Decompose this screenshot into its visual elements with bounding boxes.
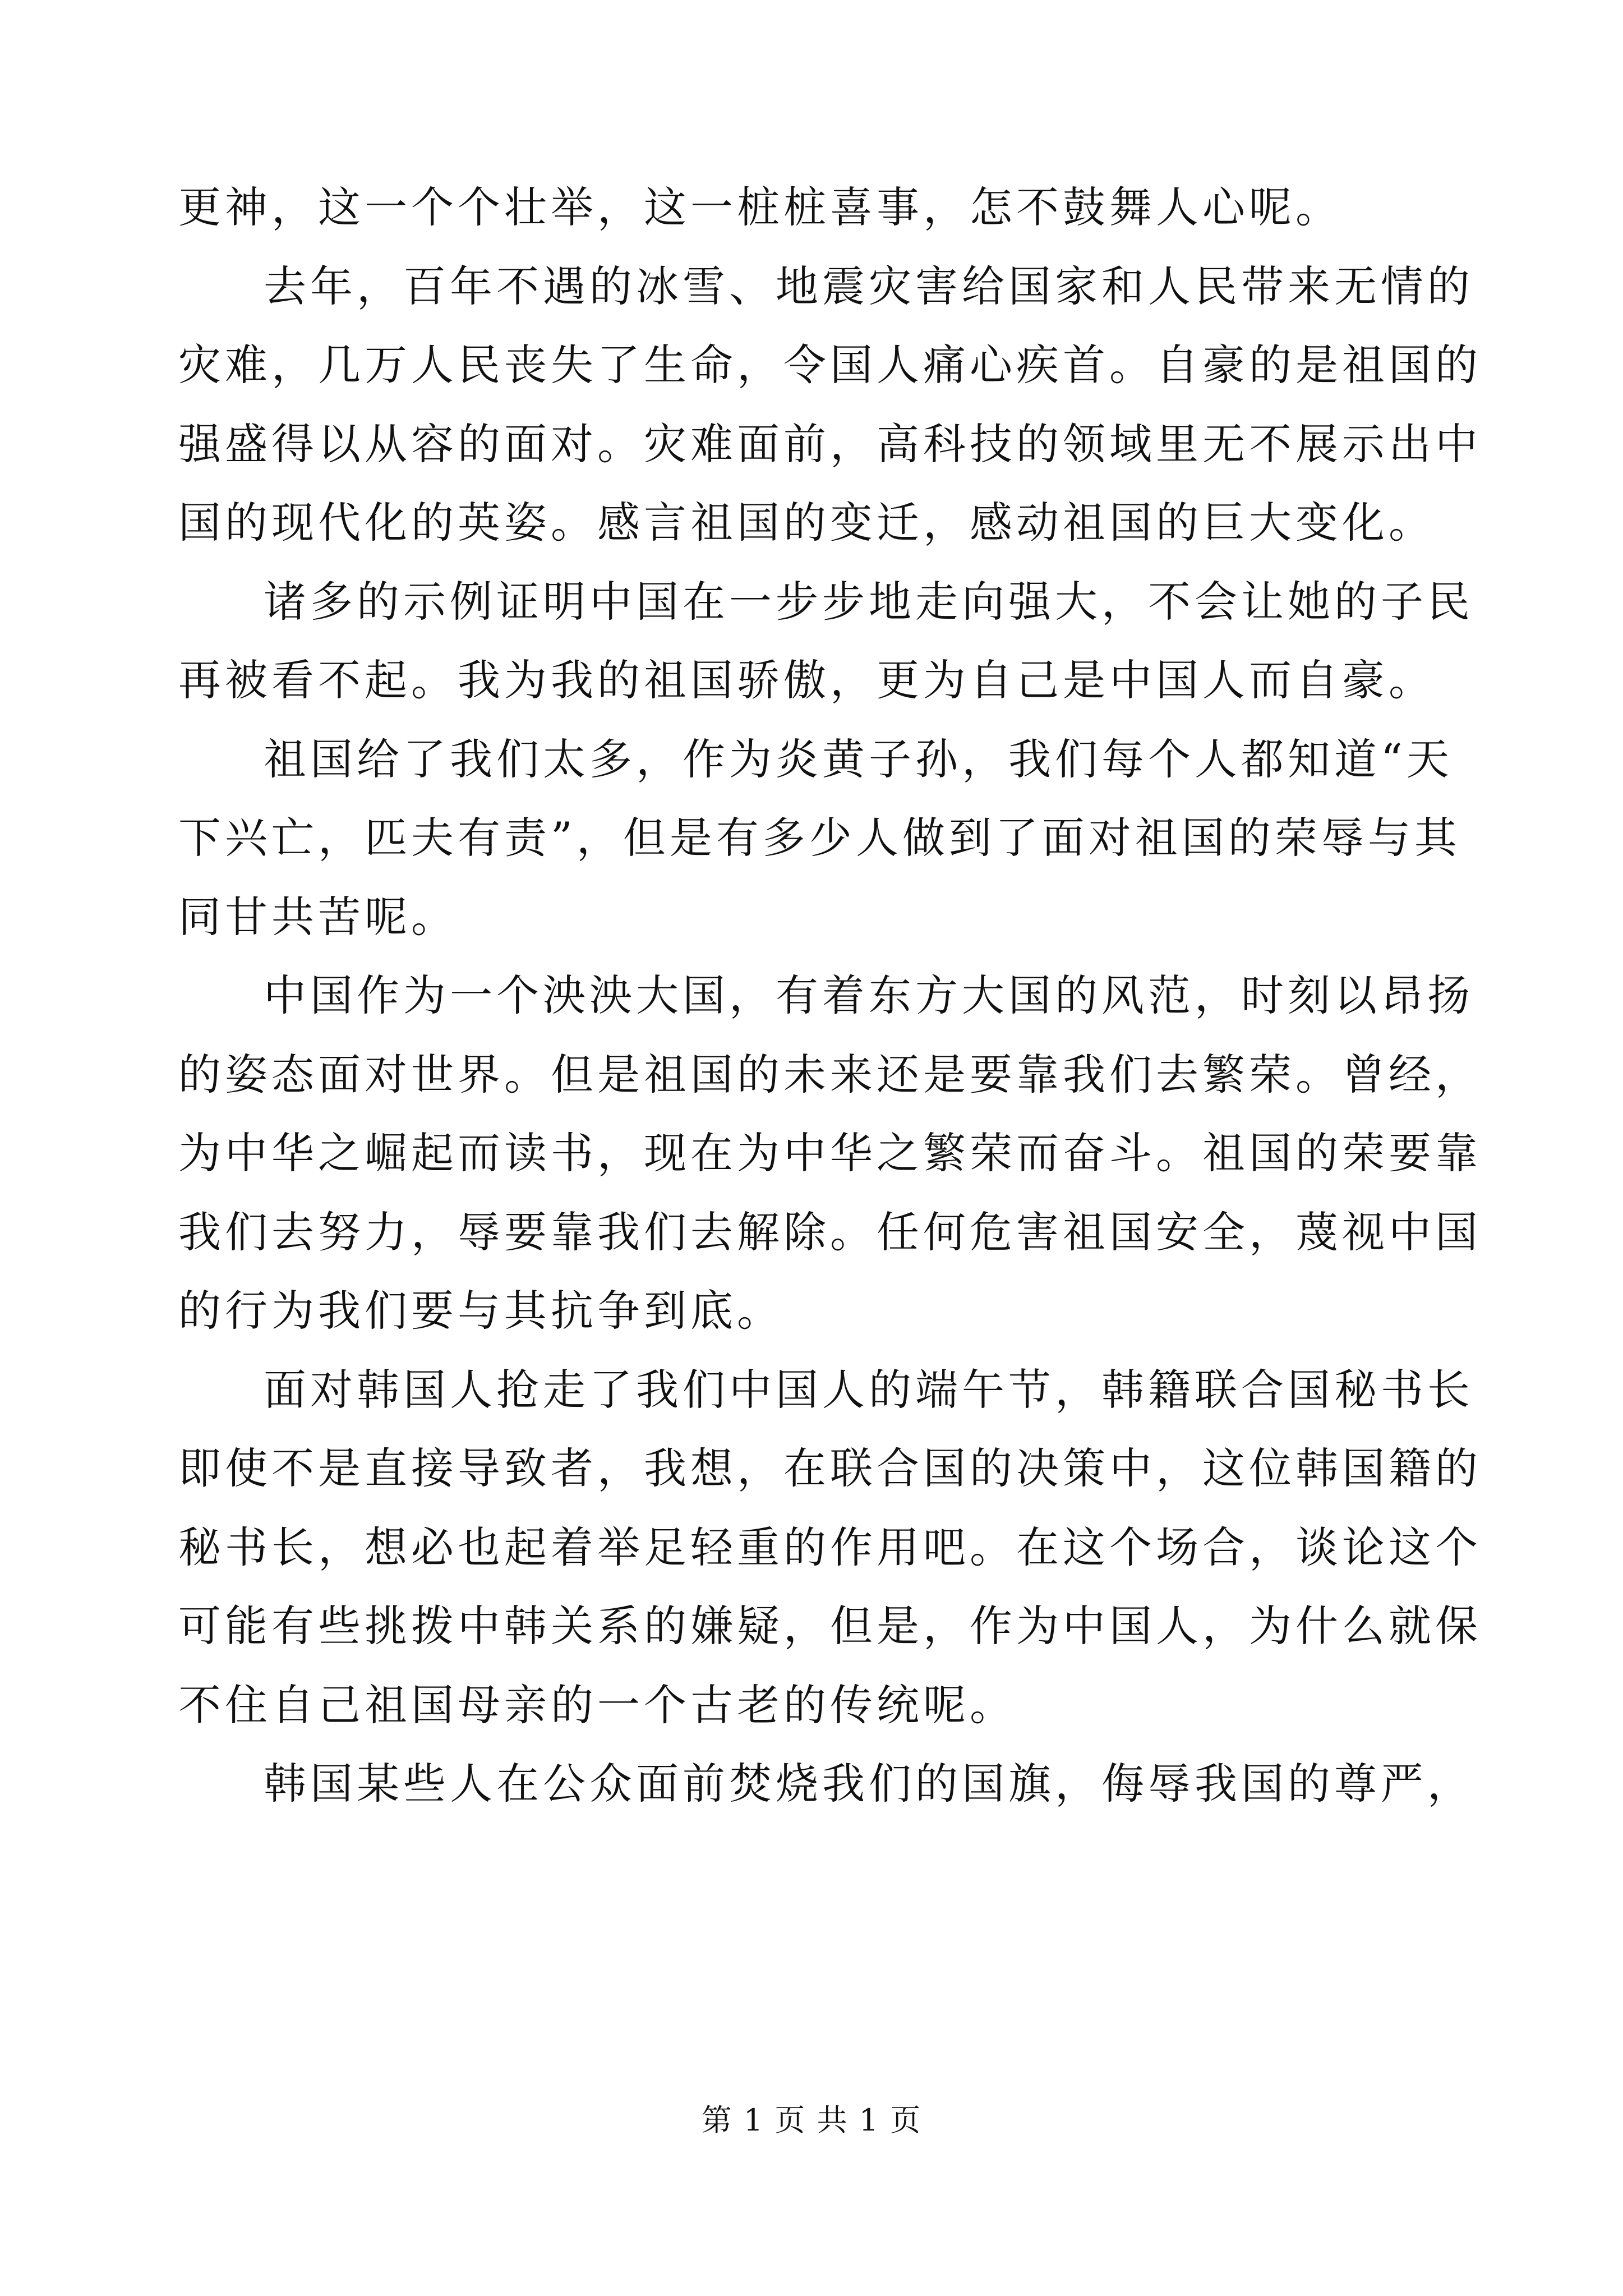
text-line: 灾难，几万人民丧失了生命，令国人痛心疾首。自豪的是祖国的 [178, 340, 1482, 390]
paragraph-first-line: 韩国某些人在公众面前焚烧我们的国旗，侮辱我国的尊严， [264, 1759, 1474, 1809]
text-line: 再被看不起。我为我的祖国骄傲，更为自己是中国人而自豪。 [178, 655, 1435, 705]
text-line: 的姿态面对世界。但是祖国的未来还是要靠我们去繁荣。曾经， [178, 1050, 1482, 1099]
text-line: 不住自己祖国母亲的一个古老的传统呢。 [178, 1680, 1016, 1730]
text-line: 秘书长，想必也起着举足轻重的作用吧。在这个场合，谈论这个 [178, 1522, 1482, 1572]
text-line: 强盛得以从容的面对。灾难面前，高科技的领域里无不展示出中 [178, 419, 1482, 469]
paragraph-first-line: 中国作为一个泱泱大国，有着东方大国的风范，时刻以昂扬 [264, 970, 1474, 1020]
text-line: 的行为我们要与其抗争到底。 [178, 1286, 783, 1336]
text-line: 即使不是直接导致者，我想，在联合国的决策中，这位韩国籍的 [178, 1443, 1482, 1493]
paragraph-first-line: 诸多的示例证明中国在一步步地走向强大，不会让她的子民 [264, 577, 1474, 627]
text-line: 同甘共苦呢。 [178, 892, 458, 942]
text-line: 国的现代化的英姿。感言祖国的变迁，感动祖国的巨大变化。 [178, 498, 1435, 547]
text-line: 我们去努力，辱要靠我们去解除。任何危害祖国安全，蔑视中国 [178, 1207, 1482, 1257]
paragraph-first-line: 去年，百年不遇的冰雪、地震灾害给国家和人民带来无情的 [264, 261, 1474, 311]
text-line: 下兴亡，匹夫有责”，但是有多少人做到了面对祖国的荣辱与其 [178, 813, 1461, 863]
text-line: 更神，这一个个壮举，这一桩桩喜事，怎不鼓舞人心呢。 [178, 182, 1342, 232]
text-line: 为中华之崛起而读书，现在为中华之繁荣而奋斗。祖国的荣要靠 [178, 1128, 1482, 1178]
page-footer: 第 1 页 共 1 页 [701, 2102, 922, 2138]
paragraph-first-line: 面对韩国人抢走了我们中国人的端午节，韩籍联合国秘书长 [264, 1365, 1474, 1415]
text-line: 可能有些挑拨中韩关系的嫌疑，但是，作为中国人，为什么就保 [178, 1601, 1482, 1651]
paragraph-first-line: 祖国给了我们太多，作为炎黄子孙，我们每个人都知道“天 [264, 734, 1453, 784]
